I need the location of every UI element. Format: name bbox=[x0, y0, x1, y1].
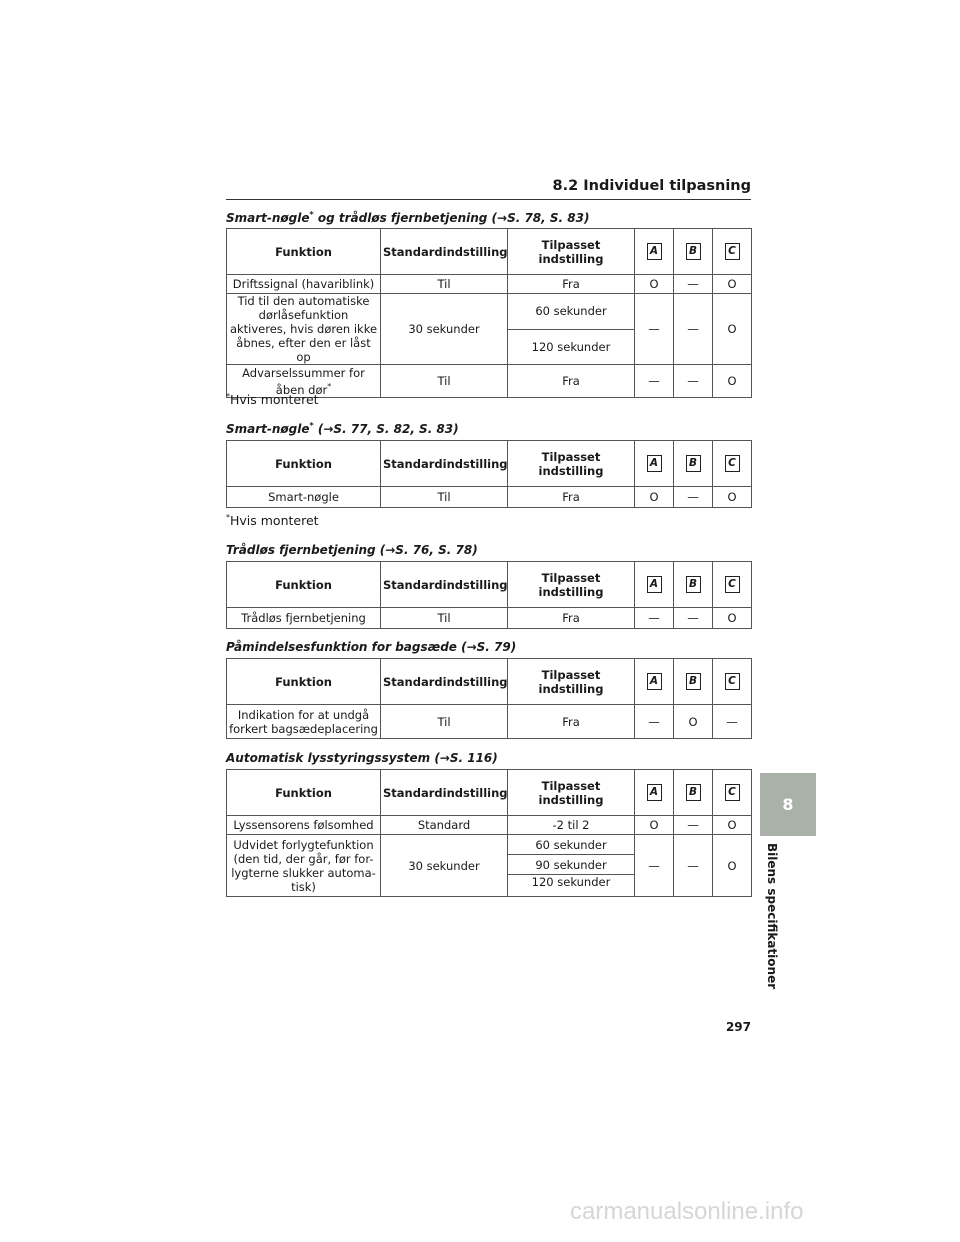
table-row bbox=[227, 608, 752, 629]
col-a: A bbox=[647, 455, 662, 472]
col-default: Standardindstilling bbox=[381, 441, 508, 487]
col-custom: Tilpasset indstilling bbox=[508, 562, 635, 608]
cell-a: — bbox=[635, 705, 674, 739]
col-a: A bbox=[647, 673, 662, 690]
cell-c: O bbox=[713, 835, 752, 897]
cell-custom: 60 sekunder bbox=[508, 294, 635, 330]
cell-a: — bbox=[635, 835, 674, 897]
col-b: B bbox=[686, 576, 701, 593]
col-b: B bbox=[686, 673, 701, 690]
cell-b: O bbox=[674, 705, 713, 739]
cell-function: Indikation for at undgå forkert bagsædeplacering bbox=[227, 705, 381, 739]
col-default: Standardindstilling bbox=[381, 659, 508, 705]
cell-custom: 120 sekunder bbox=[508, 329, 635, 365]
col-function: Funktion bbox=[227, 770, 381, 816]
cell-function: Lyssensorens følsomhed bbox=[227, 816, 381, 835]
cell-custom: Fra bbox=[508, 365, 635, 398]
page-number: 297 bbox=[725, 1020, 751, 1034]
cell-c: O bbox=[713, 608, 752, 629]
col-function: Funktion bbox=[227, 562, 381, 608]
table-row bbox=[227, 705, 752, 739]
cell-custom: 120 sekunder bbox=[508, 875, 635, 897]
cell-c: O bbox=[713, 816, 752, 835]
cell-a: O bbox=[635, 275, 674, 294]
section-1-title: Smart-nøgle* og trådløs fjernbetjening (→S. 78, S. 83) bbox=[226, 210, 590, 225]
cell-c: — bbox=[713, 705, 752, 739]
cell-custom: Fra bbox=[508, 705, 635, 739]
table-row bbox=[227, 816, 752, 835]
section-header: 8.2 Individuel tilpasning bbox=[552, 178, 751, 194]
cell-c: O bbox=[713, 487, 752, 508]
col-function: Funktion bbox=[227, 659, 381, 705]
cell-default: 30 sekunder bbox=[381, 294, 508, 365]
cell-custom: 90 sekunder bbox=[508, 855, 635, 875]
col-custom: Tilpasset indstilling bbox=[508, 229, 635, 275]
cell-b: — bbox=[674, 365, 713, 398]
cell-custom: -2 til 2 bbox=[508, 816, 635, 835]
cell-custom: Fra bbox=[508, 275, 635, 294]
col-function: Funktion bbox=[227, 229, 381, 275]
cell-default: Til bbox=[381, 487, 508, 508]
col-a: A bbox=[647, 784, 662, 801]
col-custom: Tilpasset indstilling bbox=[508, 659, 635, 705]
col-a: A bbox=[647, 576, 662, 593]
col-c: C bbox=[725, 784, 740, 801]
col-custom: Tilpasset indstilling bbox=[508, 441, 635, 487]
table-row bbox=[227, 835, 752, 855]
cell-default: 30 sekunder bbox=[381, 835, 508, 897]
chapter-label: Bilens specifikationer bbox=[765, 843, 779, 990]
table-auto-light bbox=[226, 769, 752, 897]
cell-default: Til bbox=[381, 705, 508, 739]
cell-default: Standard bbox=[381, 816, 508, 835]
cell-c: O bbox=[713, 294, 752, 365]
cell-c: O bbox=[713, 275, 752, 294]
table-row bbox=[227, 294, 752, 330]
section-4-title: Påmindelsesfunktion for bagsæde (→S. 79) bbox=[226, 640, 517, 654]
cell-a: — bbox=[635, 294, 674, 365]
cell-function: Udvidet forlygtefunktion (den tid, der går, før for-lygterne slukker automa-tisk) bbox=[227, 835, 381, 897]
table-smart-key-remote bbox=[226, 228, 752, 398]
col-custom: Tilpasset indstilling bbox=[508, 770, 635, 816]
cell-default: Til bbox=[381, 275, 508, 294]
table-remote bbox=[226, 561, 752, 629]
cell-b: — bbox=[674, 487, 713, 508]
col-c: C bbox=[725, 576, 740, 593]
col-default: Standardindstilling bbox=[381, 229, 508, 275]
col-b: B bbox=[686, 243, 701, 260]
col-c: C bbox=[725, 243, 740, 260]
footnote: *Hvis monteret bbox=[226, 392, 319, 408]
cell-default: Til bbox=[381, 365, 508, 398]
section-2-title: Smart-nøgle* (→S. 77, S. 82, S. 83) bbox=[226, 421, 459, 436]
col-default: Standardindstilling bbox=[381, 770, 508, 816]
cell-b: — bbox=[674, 275, 713, 294]
cell-c: O bbox=[713, 365, 752, 398]
col-b: B bbox=[686, 455, 701, 472]
chapter-number: 8 bbox=[782, 795, 794, 814]
cell-b: — bbox=[674, 608, 713, 629]
cell-b: — bbox=[674, 835, 713, 897]
section-5-title: Automatisk lysstyringssystem (→S. 116) bbox=[226, 751, 498, 765]
cell-function: Advarselssummer for åben dør* bbox=[227, 365, 381, 398]
cell-a: O bbox=[635, 487, 674, 508]
cell-default: Til bbox=[381, 608, 508, 629]
cell-a: — bbox=[635, 608, 674, 629]
cell-b: — bbox=[674, 294, 713, 365]
cell-custom: Fra bbox=[508, 487, 635, 508]
table-row bbox=[227, 487, 752, 508]
header-rule bbox=[226, 199, 751, 200]
cell-function: Tid til den automatiske dørlåsefunktion aktiveres, hvis døren ikke åbnes, efter den er låst op bbox=[227, 294, 381, 365]
col-a: A bbox=[647, 243, 662, 260]
cell-a: O bbox=[635, 816, 674, 835]
col-c: C bbox=[725, 455, 740, 472]
footnote: *Hvis monteret bbox=[226, 513, 319, 529]
cell-function: Smart-nøgle bbox=[227, 487, 381, 508]
table-rear-seat-reminder bbox=[226, 658, 752, 739]
col-function: Funktion bbox=[227, 441, 381, 487]
cell-b: — bbox=[674, 816, 713, 835]
col-b: B bbox=[686, 784, 701, 801]
watermark: carmanualsonline.info bbox=[570, 1198, 804, 1225]
table-row bbox=[227, 275, 752, 294]
table-smart-key bbox=[226, 440, 752, 508]
cell-custom: 60 sekunder bbox=[508, 835, 635, 855]
col-c: C bbox=[725, 673, 740, 690]
cell-a: — bbox=[635, 365, 674, 398]
col-default: Standardindstilling bbox=[381, 562, 508, 608]
cell-function: Driftssignal (havariblink) bbox=[227, 275, 381, 294]
cell-function: Trådløs fjernbetjening bbox=[227, 608, 381, 629]
cell-custom: Fra bbox=[508, 608, 635, 629]
section-3-title: Trådløs fjernbetjening (→S. 76, S. 78) bbox=[226, 543, 478, 557]
